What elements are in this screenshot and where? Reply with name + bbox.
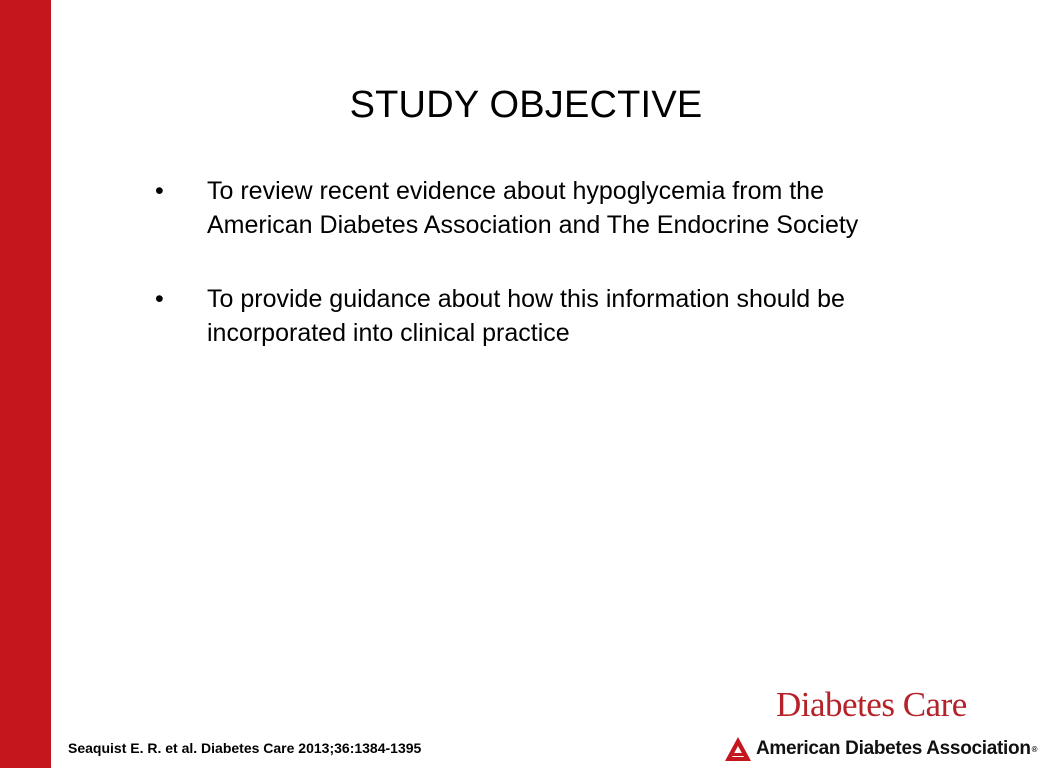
ada-name: American Diabetes Association — [756, 738, 1031, 759]
objective-bullet-list — [152, 174, 972, 390]
ada-logo — [724, 734, 1038, 764]
ada-triangle-icon — [724, 736, 752, 762]
slide-title: STUDY OBJECTIVE — [349, 84, 703, 126]
diabetes-care-logo: Diabetes Care — [776, 685, 967, 724]
registered-mark: ® — [1031, 744, 1038, 754]
bullet-line: American Diabetes Association and The Endocrine Society — [207, 211, 859, 239]
bullet-line: To review recent evidence about hypoglycemia from the — [207, 177, 824, 205]
bullet-item-guidance — [152, 282, 972, 350]
bullet-marker: • — [155, 177, 164, 205]
bullet-line: To provide guidance about how this information should be — [207, 285, 845, 313]
citation-footer: Seaquist E. R. et al. Diabetes Care 2013;36:1384-1395 — [68, 740, 422, 756]
bullet-marker: • — [155, 285, 164, 313]
bullet-line: incorporated into clinical practice — [207, 319, 570, 347]
bullet-item-review — [152, 174, 972, 242]
